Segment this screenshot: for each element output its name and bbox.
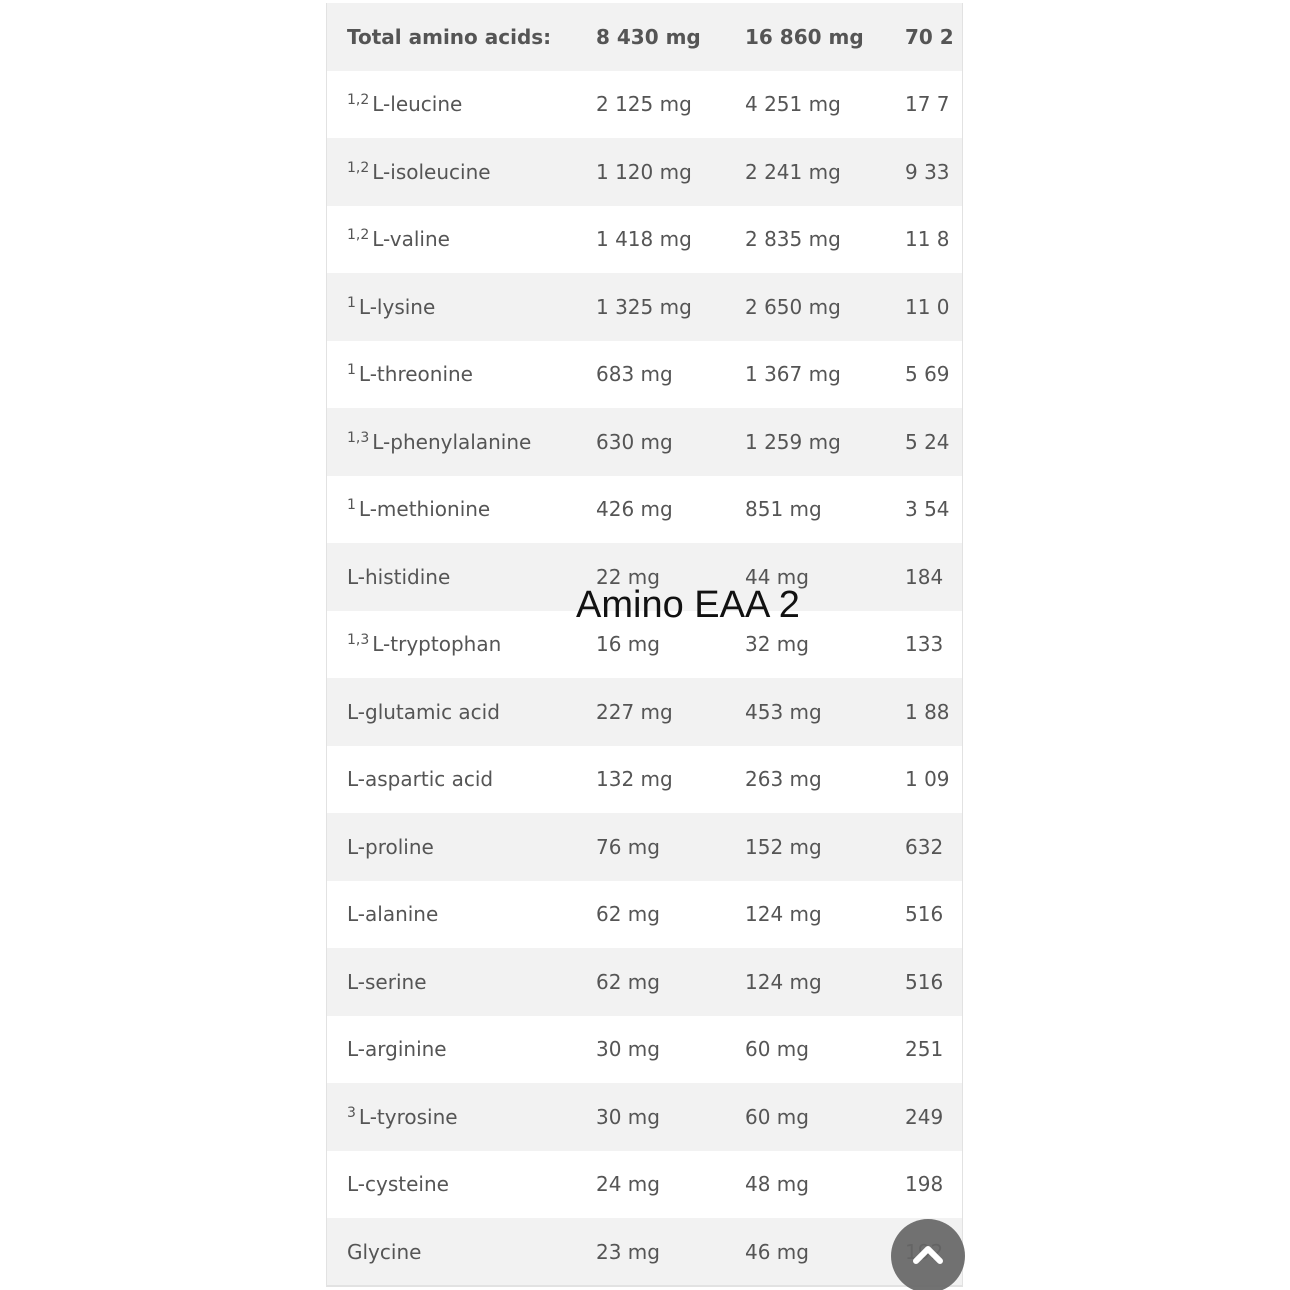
amount-cell-v2: 60 mg [745, 1104, 809, 1129]
amount-cell-v2: 1 259 mg [745, 429, 841, 454]
amount-cell-v2: 1 367 mg [745, 362, 841, 387]
amino-acid-name-cell [327, 543, 596, 611]
footnote-marker: 1,2 [347, 92, 370, 109]
amount-cell-v2: 263 mg [745, 767, 822, 792]
amino-acid-name: L-aspartic acid [347, 767, 494, 792]
amino-acid-name-cell [327, 678, 596, 746]
amount-cell-v2: 124 mg [745, 902, 822, 927]
amount-cell-v3: 1 88 [905, 699, 950, 724]
table-row [327, 273, 963, 341]
footnote-marker: 1 [347, 294, 356, 311]
scroll-to-top-button[interactable] [891, 1219, 965, 1290]
amount-cell-v3: 3 54 [905, 497, 950, 522]
amount-cell-v3: 17 7 [905, 92, 950, 117]
amount-cell-v3: 11 0 [905, 294, 950, 319]
amount-cell-v2: 48 mg [745, 1172, 809, 1197]
amount-cell-v3: 251 [905, 1037, 944, 1062]
amino-acid-name: L-threonine [358, 362, 473, 387]
amino-acid-name: L-arginine [347, 1037, 447, 1062]
amino-acid-name-cell [327, 948, 596, 1016]
amino-acid-name-cell [327, 611, 596, 679]
amount-cell-v2: 32 mg [745, 632, 809, 657]
amino-acid-name-cell [327, 881, 596, 949]
amount-cell-v1: 1 120 mg [596, 159, 692, 184]
amino-acid-name-cell [327, 746, 596, 814]
table-row [327, 1218, 963, 1286]
table-row [327, 881, 963, 949]
amount-cell-v1: 227 mg [596, 699, 673, 724]
amount-cell-v1: 24 mg [596, 1172, 660, 1197]
amino-acid-name-cell [327, 138, 596, 206]
amount-cell-v3: 249 [905, 1104, 944, 1129]
amount-cell-v1: 630 mg [596, 429, 673, 454]
amino-acid-name-cell [327, 341, 596, 409]
amount-cell-v2: 2 650 mg [745, 294, 841, 319]
table-row [327, 71, 963, 139]
amino-acid-name-cell [327, 71, 596, 139]
amino-acid-name: L-tyrosine [358, 1104, 458, 1129]
amount-cell-v1: 23 mg [596, 1239, 660, 1264]
amino-acid-name: L-lysine [358, 294, 436, 319]
amino-acid-name: L-glutamic acid [347, 699, 500, 724]
footnote-marker: 1 [347, 497, 356, 514]
amount-cell-v1: 426 mg [596, 497, 673, 522]
amount-cell-v2: 124 mg [745, 969, 822, 994]
table-row [327, 1083, 963, 1151]
footnote-marker: 1,2 [347, 159, 370, 176]
amino-acid-name: L-alanine [347, 902, 439, 927]
amount-cell-v2: 44 mg [745, 564, 809, 589]
amount-cell-v1: 62 mg [596, 902, 660, 927]
footnote-marker: 1 [347, 362, 356, 379]
amino-acid-name-cell [327, 1218, 596, 1286]
amino-acid-table [327, 3, 963, 1286]
amount-cell-v1: 1 418 mg [596, 227, 692, 252]
amount-cell-v3: 11 8 [905, 227, 950, 252]
table-row [327, 476, 963, 544]
footnote-marker: 1,3 [347, 632, 370, 649]
amount-cell-v1: 8 430 mg [596, 24, 701, 49]
amount-cell-v3: 9 33 [905, 159, 950, 184]
amount-cell-v3: 5 24 [905, 429, 950, 454]
amino-acid-name: L-serine [347, 969, 427, 994]
table-row [327, 678, 963, 746]
amount-cell-v3: 5 69 [905, 362, 950, 387]
amino-acid-name-cell [327, 1151, 596, 1219]
amount-cell-v3: 184 [905, 564, 944, 589]
amino-acid-name: Glycine [347, 1239, 422, 1264]
amount-cell-v2: 2 835 mg [745, 227, 841, 252]
amino-acid-name-cell [327, 206, 596, 274]
product-title-overlay: Amino EAA 2 [576, 584, 800, 626]
amino-acid-name-cell [327, 1083, 596, 1151]
table-row [327, 341, 963, 409]
amount-cell-v2: 851 mg [745, 497, 822, 522]
amino-acid-name-cell [327, 408, 596, 476]
amino-acid-name: L-tryptophan [372, 632, 502, 657]
amino-acid-name: L-methionine [358, 497, 491, 522]
amount-cell-v2: 16 860 mg [745, 24, 864, 49]
amount-cell-v1: 62 mg [596, 969, 660, 994]
amino-acid-table-body [327, 3, 963, 1286]
table-row [327, 948, 963, 1016]
amount-cell-v1: 76 mg [596, 834, 660, 859]
amino-acid-name: Total amino acids: [347, 24, 552, 49]
amount-cell-v1: 30 mg [596, 1037, 660, 1062]
amount-cell-v1: 30 mg [596, 1104, 660, 1129]
amount-cell-v3: 516 [905, 969, 944, 994]
amount-cell-v1: 1 325 mg [596, 294, 692, 319]
amount-cell-v3: 516 [905, 902, 944, 927]
amino-acid-name-cell [327, 813, 596, 881]
table-row [327, 3, 963, 71]
amount-cell-v2: 453 mg [745, 699, 822, 724]
amino-acid-name: L-valine [372, 227, 450, 252]
footnote-marker: 1,3 [347, 429, 370, 446]
amount-cell-v2: 152 mg [745, 834, 822, 859]
amount-cell-v3: 198 [905, 1172, 944, 1197]
amount-cell-v1: 132 mg [596, 767, 673, 792]
footnote-marker: 1,2 [347, 227, 370, 244]
table-row [327, 1151, 963, 1219]
amount-cell-v2: 46 mg [745, 1239, 809, 1264]
amino-acid-name: L-cysteine [347, 1172, 449, 1197]
amount-cell-v2: 4 251 mg [745, 92, 841, 117]
amino-acid-name-cell [327, 1016, 596, 1084]
table-row [327, 1016, 963, 1084]
footnote-marker: 3 [347, 1104, 356, 1121]
amount-cell-v3: 1 09 [905, 767, 950, 792]
amount-cell-v2: 2 241 mg [745, 159, 841, 184]
amino-acid-name: L-proline [347, 834, 434, 859]
table-row [327, 408, 963, 476]
amino-acid-name: L-histidine [347, 564, 451, 589]
amount-cell-v3: 133 [905, 632, 944, 657]
table-row [327, 138, 963, 206]
amount-cell-v2: 60 mg [745, 1037, 809, 1062]
table-row [327, 206, 963, 274]
amount-cell-v1: 683 mg [596, 362, 673, 387]
amino-acid-name: L-leucine [372, 92, 463, 117]
amount-cell-v1: 2 125 mg [596, 92, 692, 117]
amino-acid-name-cell [327, 476, 596, 544]
amino-acid-name: L-isoleucine [372, 159, 491, 184]
amount-cell-v1: 22 mg [596, 564, 660, 589]
amino-acid-name-cell [327, 3, 596, 71]
amino-acid-name: L-phenylalanine [372, 429, 532, 454]
amount-cell-v3: 70 2 [905, 24, 954, 49]
amount-cell-v1: 16 mg [596, 632, 660, 657]
chevron-up-icon [891, 1219, 965, 1290]
amino-acid-name-cell [327, 273, 596, 341]
table-row [327, 746, 963, 814]
amino-acid-table-container[interactable] [326, 3, 963, 1287]
table-row [327, 813, 963, 881]
amount-cell-v3: 632 [905, 834, 944, 859]
